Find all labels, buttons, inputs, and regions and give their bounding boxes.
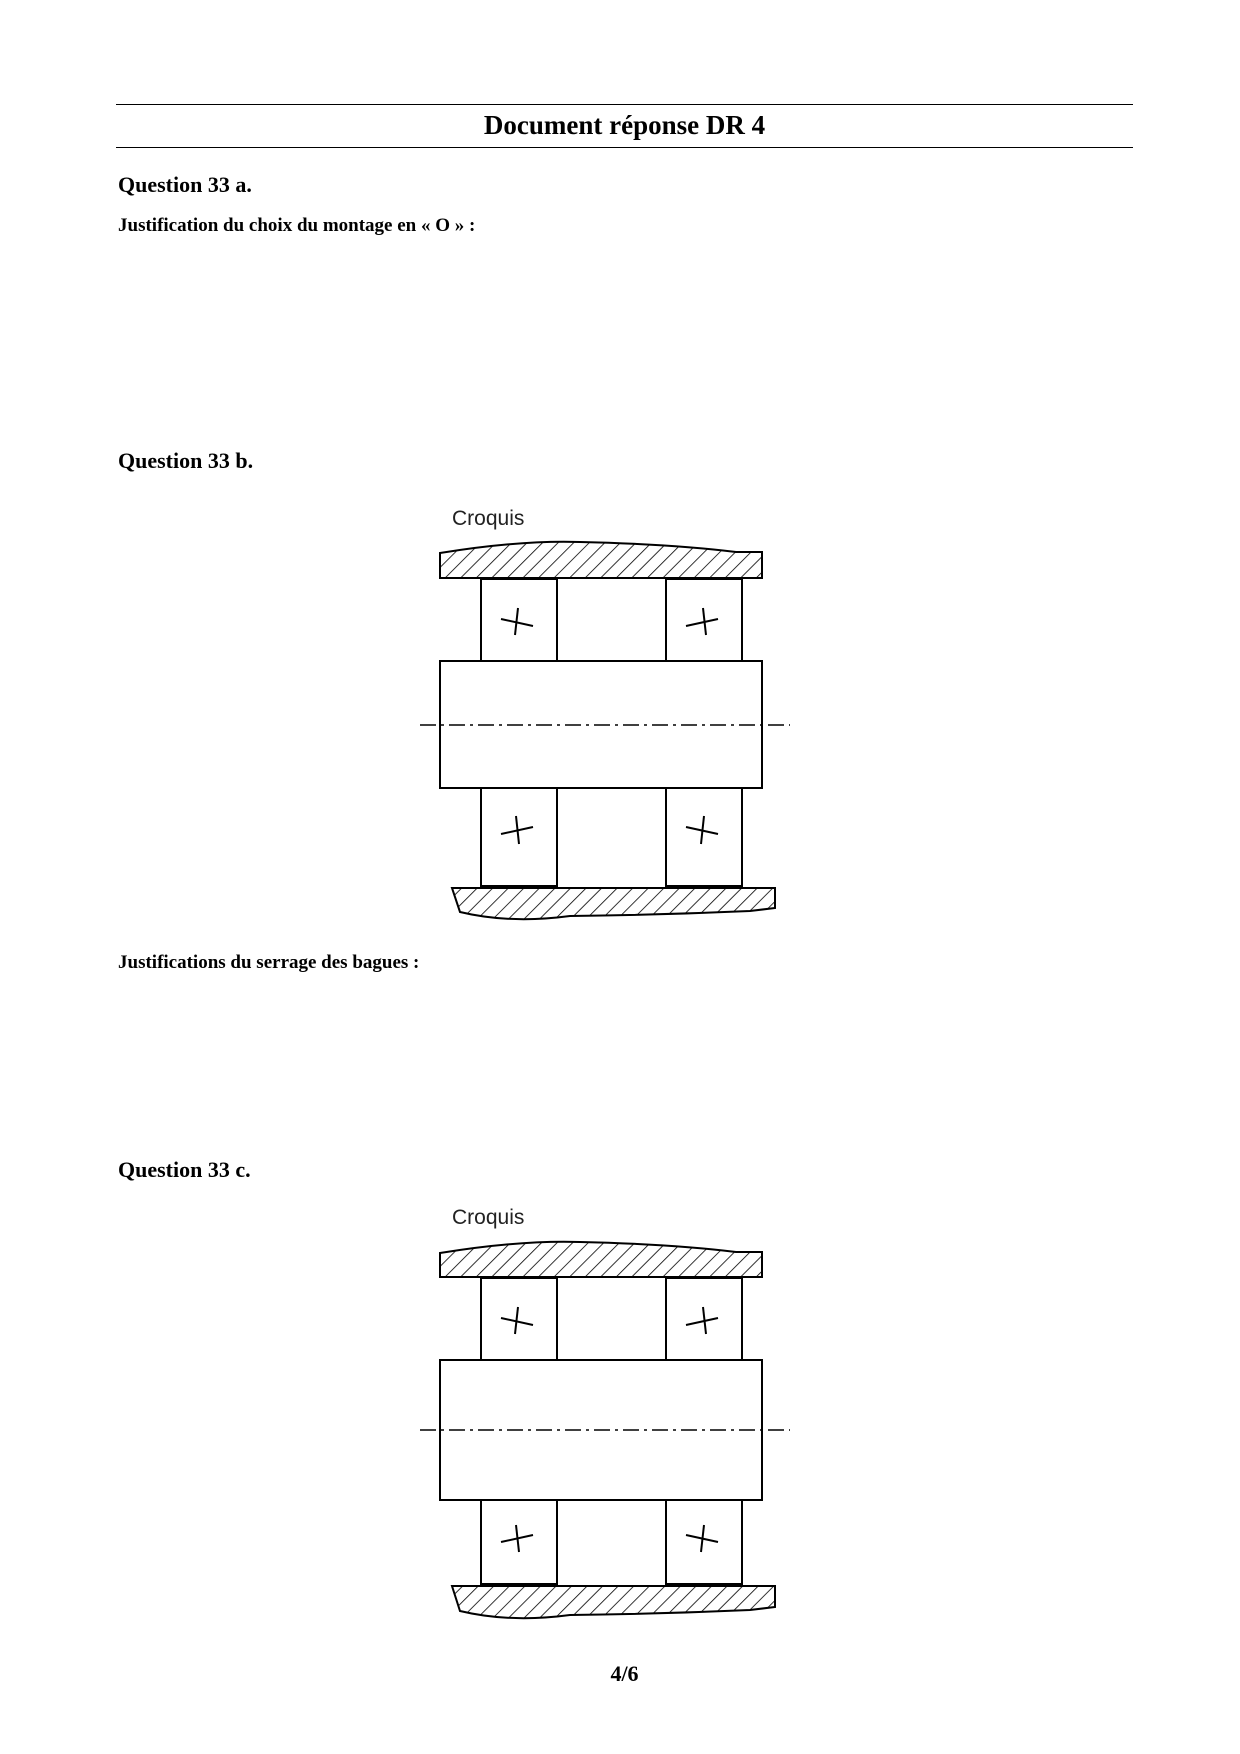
question-33a-answer-area[interactable]: [116, 245, 1133, 435]
question-33b-answer-area[interactable]: [116, 982, 1133, 1142]
question-33b-heading: Question 33 b.: [118, 448, 254, 473]
page-number: 4/6: [610, 1661, 639, 1686]
bearing-bottom-right: [666, 788, 742, 886]
croquis-label: Croquis: [452, 1206, 525, 1229]
rolling-element-symbol: [686, 1525, 718, 1552]
header-top-rule: [116, 104, 1133, 105]
housing-top-hatched: [440, 542, 762, 578]
bearing-bottom-right: [666, 1500, 742, 1584]
question-33a-heading: Question 33 a.: [118, 172, 252, 197]
bearing-sketch-33c[interactable]: [400, 1197, 840, 1627]
rolling-element-symbol: [501, 816, 533, 844]
croquis-label: Croquis: [452, 507, 525, 530]
rolling-element-symbol: [686, 1307, 718, 1334]
question-33a-prompt: Justification du choix du montage en « O » :: [118, 215, 476, 236]
question-33b-prompt: Justifications du serrage des bagues :: [118, 952, 420, 973]
page-title: Document réponse DR 4: [483, 110, 766, 140]
rolling-element-symbol: [501, 1307, 533, 1334]
bearing-top-left: [481, 579, 557, 661]
housing-bottom-hatched: [452, 1586, 775, 1618]
bearing-sketch-33b[interactable]: [400, 498, 840, 928]
rolling-element-symbol: [686, 608, 718, 635]
rolling-element-symbol: [686, 816, 718, 844]
header-bottom-rule: [116, 147, 1133, 148]
housing-bottom-hatched: [452, 888, 775, 919]
rolling-element-symbol: [501, 1525, 533, 1552]
bearing-bottom-left: [481, 1500, 557, 1584]
bearing-top-left: [481, 1278, 557, 1360]
rolling-element-symbol: [501, 608, 533, 635]
question-33c-heading: Question 33 c.: [118, 1157, 251, 1182]
housing-top-hatched: [440, 1242, 762, 1277]
